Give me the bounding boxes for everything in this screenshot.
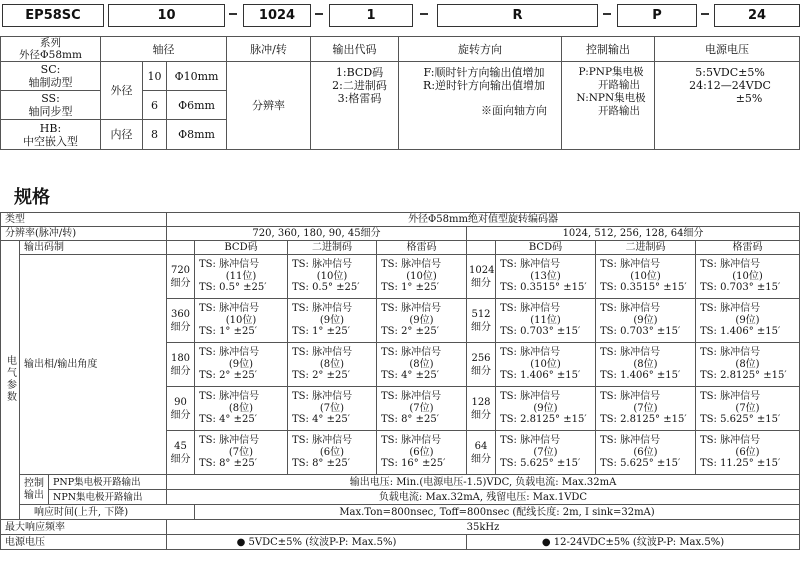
bit-count: (7位) <box>409 402 434 414</box>
model-code-supply: 24 <box>714 4 800 27</box>
angle-cell <box>696 255 800 299</box>
bit-count: (9位) <box>319 314 345 326</box>
series-ss: SS: 轴同步型 <box>1 91 101 120</box>
angle-cell <box>377 299 467 343</box>
code-dash <box>603 13 611 15</box>
series-hb: HB: 中空嵌入型 <box>1 120 101 150</box>
angle-cell <box>195 255 288 299</box>
pulse-signal-text: TS: 脉冲信号 <box>199 391 260 403</box>
type-value: 外径Φ58mm绝对值型旋转编码器 <box>167 213 800 227</box>
angle-value: TS: 1.406° ±15′ <box>600 370 681 382</box>
rotation-list <box>399 62 562 150</box>
pulse-signal-text: TS: 脉冲信号 <box>292 347 353 359</box>
resolution-label: 分辨率(脉冲/转) <box>1 227 167 241</box>
rotation-header: 旋转方向 <box>399 37 562 62</box>
left-binary-header: 二进制码 <box>288 241 377 255</box>
angle-value: TS: 0.703° ±15′ <box>500 326 581 338</box>
angle-value: TS: 0.5° ±25′ <box>199 282 267 294</box>
control-pnp: P:PNP集电极 <box>578 66 644 78</box>
pulse-signal-text: TS: 脉冲信号 <box>292 303 353 315</box>
right-division-label: 512 细分 <box>467 299 496 343</box>
angle-value: TS: 2° ±25′ <box>292 370 350 382</box>
pulse-signal-text: TS: 脉冲信号 <box>381 259 442 271</box>
pulse-signal-text: TS: 脉冲信号 <box>700 391 761 403</box>
control-output-header: 控制输出 <box>562 37 655 62</box>
angle-value: TS: 1.406° ±15′ <box>700 326 781 338</box>
angle-cell <box>377 431 467 475</box>
angle-cell <box>496 431 596 475</box>
angle-value: TS: 2.8125° ±15′ <box>700 370 787 382</box>
electrical-label <box>1 241 20 520</box>
control-output-label: 控制输出 <box>20 475 49 505</box>
left-division-label: 45 细分 <box>167 431 195 475</box>
bit-count: (6位) <box>735 446 760 458</box>
bit-count: (8位) <box>735 358 760 370</box>
angle-cell <box>377 255 467 299</box>
type-label: 类型 <box>1 213 167 227</box>
angle-value: TS: 2° ±25′ <box>381 326 439 338</box>
pulse-signal-text: TS: 脉冲信号 <box>292 391 353 403</box>
angle-value: TS: 1.406° ±15′ <box>500 370 581 382</box>
pulse-signal-text: TS: 脉冲信号 <box>500 259 561 271</box>
pulse-signal-text: TS: 脉冲信号 <box>500 435 561 447</box>
right-div-header <box>467 241 496 255</box>
rotation-note: ※面向轴方向 <box>481 104 548 117</box>
bit-count: (10位) <box>732 270 763 282</box>
angle-value: TS: 1° ±25′ <box>381 282 439 294</box>
angle-cell <box>195 387 288 431</box>
angle-value: TS: 8° ±25′ <box>292 458 350 470</box>
npn-label: NPN集电极开路输出 <box>49 490 167 505</box>
bit-count: (6位) <box>319 446 345 458</box>
shaft-code-8: 8 <box>143 120 167 150</box>
right-gray-header: 格雷码 <box>696 241 800 255</box>
angle-cell <box>496 299 596 343</box>
angle-cell <box>288 299 377 343</box>
model-code-output: 1 <box>329 4 413 27</box>
model-code-series: EP58SC <box>2 4 104 27</box>
bit-count: (8位) <box>409 358 434 370</box>
angle-cell <box>596 387 696 431</box>
response-value: Max.Ton=800nsec, Toff=800nsec (配线长度: 2m, I sink=32mA) <box>195 505 800 520</box>
output-code-header: 输出代码 <box>311 37 399 62</box>
angle-value: TS: 4° ±25′ <box>292 414 350 426</box>
shaft-outer-label: 外径 <box>101 62 143 120</box>
angle-value: TS: 5.625° ±15′ <box>500 458 581 470</box>
pulse-signal-text: TS: 脉冲信号 <box>199 303 260 315</box>
angle-cell <box>288 431 377 475</box>
shaft-size-10: Φ10mm <box>167 62 227 91</box>
angle-value: TS: 5.625° ±15′ <box>700 414 781 426</box>
bit-count: (10位) <box>406 270 437 282</box>
series-header: 系列 外径Φ58mm <box>1 37 101 62</box>
pulse-signal-text: TS: 脉冲信号 <box>199 259 260 271</box>
bit-count: (9位) <box>633 314 658 326</box>
pulse-signal-text: TS: 脉冲信号 <box>700 259 761 271</box>
code-dash <box>701 13 709 15</box>
angle-cell <box>596 431 696 475</box>
control-npn: N:NPN集电极 <box>576 92 646 104</box>
supply-label: 电源电压 <box>1 535 167 550</box>
output-code-label: 输出码制 <box>20 241 167 255</box>
pulse-signal-text: TS: 脉冲信号 <box>600 259 661 271</box>
shaft-inner-label: 内径 <box>101 120 143 150</box>
npn-value: 负载电流: Max.32mA, 残留电压: Max.1VDC <box>167 490 800 505</box>
bit-count: (8位) <box>633 358 658 370</box>
code-dash <box>315 13 323 15</box>
angle-value: TS: 0.5° ±25′ <box>292 282 360 294</box>
bit-count: (11位) <box>225 270 257 282</box>
model-code-shaft: 10 <box>108 4 225 27</box>
spec-table <box>0 212 800 550</box>
pulse-signal-text: TS: 脉冲信号 <box>600 347 661 359</box>
output-code-binary: 2:二进制码 <box>332 79 387 92</box>
output-code-list <box>311 62 399 150</box>
angle-value: TS: 0.703° ±15′ <box>700 282 781 294</box>
left-division-label: 720 细分 <box>167 255 195 299</box>
bit-count: (9位) <box>735 314 760 326</box>
pulse-signal-text: TS: 脉冲信号 <box>381 303 442 315</box>
pulse-signal-text: TS: 脉冲信号 <box>292 435 353 447</box>
right-division-label: 64 细分 <box>467 431 496 475</box>
ppr-value: 分辨率 <box>227 62 311 150</box>
right-division-label: 256 细分 <box>467 343 496 387</box>
angle-value: TS: 2.8125° ±15′ <box>600 414 687 426</box>
pulse-signal-text: TS: 脉冲信号 <box>500 347 561 359</box>
bit-count: (8位) <box>228 402 254 414</box>
angle-value: TS: 0.3515° ±15′ <box>600 282 687 294</box>
angle-cell <box>696 431 800 475</box>
left-bcd-header: BCD码 <box>195 241 288 255</box>
bit-count: (13位) <box>530 270 561 282</box>
response-label: 响应时间(上升, 下降) <box>20 505 195 520</box>
shaft-size-8: Φ8mm <box>167 120 227 150</box>
angle-value: TS: 1° ±25′ <box>199 326 257 338</box>
bit-count: (8位) <box>319 358 345 370</box>
pulse-signal-text: TS: 脉冲信号 <box>500 303 561 315</box>
electrical-label-text: 电气参数 <box>4 354 16 403</box>
resolution-right: 1024, 512, 256, 128, 64细分 <box>467 227 800 241</box>
angle-value: TS: 4° ±25′ <box>381 370 439 382</box>
angle-value: TS: 2° ±25′ <box>199 370 257 382</box>
angle-cell <box>696 343 800 387</box>
pulse-signal-text: TS: 脉冲信号 <box>700 303 761 315</box>
supply-5v: 5:5VDC±5% <box>695 66 765 79</box>
pulse-signal-text: TS: 脉冲信号 <box>700 435 761 447</box>
max-freq-label: 最大响应频率 <box>1 520 167 535</box>
angle-value: TS: 2.8125° ±15′ <box>500 414 587 426</box>
bit-count: (7位) <box>319 402 345 414</box>
code-dash <box>420 13 428 15</box>
ordering-table <box>0 36 800 150</box>
supply-list <box>655 62 800 150</box>
angle-cell <box>696 299 800 343</box>
pulse-signal-text: TS: 脉冲信号 <box>381 347 442 359</box>
angle-cell <box>496 343 596 387</box>
angle-value: TS: 0.703° ±15′ <box>600 326 681 338</box>
code-dash <box>229 13 237 15</box>
bit-count: (7位) <box>533 446 558 458</box>
right-division-label: 128 细分 <box>467 387 496 431</box>
angle-row <box>1 255 800 299</box>
supply-left: ● 5VDC±5% (纹波P-P: Max.5%) <box>167 535 467 550</box>
series-sc: SC: 轴制动型 <box>1 62 101 91</box>
resolution-left: 720, 360, 180, 90, 45细分 <box>167 227 467 241</box>
bit-count: (9位) <box>228 358 254 370</box>
bit-count: (11位) <box>530 314 561 326</box>
bit-count: (7位) <box>228 446 254 458</box>
rotation-r: R:逆时针方向输出值增加 <box>423 79 546 92</box>
angle-cell <box>195 343 288 387</box>
output-code-bcd: 1:BCD码 <box>335 66 384 79</box>
pulse-signal-text: TS: 脉冲信号 <box>381 391 442 403</box>
control-npn-desc: 开路输出 <box>598 105 641 117</box>
angle-value: TS: 5.625° ±15′ <box>600 458 681 470</box>
bit-count: (6位) <box>633 446 658 458</box>
output-phase-label: 输出相/输出角度 <box>20 255 167 475</box>
angle-cell <box>195 299 288 343</box>
right-binary-header: 二进制码 <box>596 241 696 255</box>
angle-value: TS: 11.25° ±15′ <box>700 458 781 470</box>
pulse-signal-text: TS: 脉冲信号 <box>199 435 260 447</box>
shaft-code-6: 6 <box>143 91 167 120</box>
pulse-signal-text: TS: 脉冲信号 <box>292 259 353 271</box>
angle-value: TS: 1° ±25′ <box>292 326 350 338</box>
supply-tolerance: ±5% <box>735 92 763 105</box>
spec-section-title: 规格 <box>14 187 50 208</box>
model-code-rotation: R <box>437 4 598 27</box>
pulse-signal-text: TS: 脉冲信号 <box>700 347 761 359</box>
pulse-signal-text: TS: 脉冲信号 <box>199 347 260 359</box>
pulse-signal-text: TS: 脉冲信号 <box>600 435 661 447</box>
pnp-value: 输出电压: Min.(电源电压-1.5)VDC, 负载电流: Max.32mA <box>167 475 800 490</box>
angle-value: TS: 8° ±25′ <box>199 458 257 470</box>
bit-count: (10位) <box>530 358 561 370</box>
angle-cell <box>696 387 800 431</box>
left-div-header <box>167 241 195 255</box>
left-division-label: 90 细分 <box>167 387 195 431</box>
angle-cell <box>377 343 467 387</box>
rotation-f: F:顺时针方向输出值增加 <box>423 66 545 79</box>
angle-value: TS: 0.3515° ±15′ <box>500 282 587 294</box>
angle-cell <box>596 255 696 299</box>
control-pnp-desc: 开路输出 <box>598 79 641 91</box>
shaft-size-6: Φ6mm <box>167 91 227 120</box>
angle-cell <box>496 387 596 431</box>
bit-count: (10位) <box>225 314 257 326</box>
right-bcd-header: BCD码 <box>496 241 596 255</box>
ppr-header: 脉冲/转 <box>227 37 311 62</box>
pulse-signal-text: TS: 脉冲信号 <box>500 391 561 403</box>
shaft-code-10: 10 <box>143 62 167 91</box>
bit-count: (9位) <box>409 314 434 326</box>
left-division-label: 180 细分 <box>167 343 195 387</box>
left-division-label: 360 细分 <box>167 299 195 343</box>
angle-cell <box>377 387 467 431</box>
angle-cell <box>496 255 596 299</box>
angle-value: TS: 4° ±25′ <box>199 414 257 426</box>
angle-cell <box>288 343 377 387</box>
bit-count: (9位) <box>533 402 558 414</box>
angle-cell <box>596 343 696 387</box>
bit-count: (10位) <box>316 270 348 282</box>
angle-cell <box>195 431 288 475</box>
angle-cell <box>288 255 377 299</box>
pulse-signal-text: TS: 脉冲信号 <box>381 435 442 447</box>
bit-count: (7位) <box>735 402 760 414</box>
bit-count: (7位) <box>633 402 658 414</box>
left-gray-header: 格雷码 <box>377 241 467 255</box>
supply-24v: 24:12—24VDC <box>689 79 771 92</box>
angle-value: TS: 8° ±25′ <box>381 414 439 426</box>
output-code-gray: 3:格雷码 <box>337 92 382 105</box>
right-division-label: 1024 细分 <box>467 255 496 299</box>
shaft-header: 轴径 <box>101 37 227 62</box>
pnp-label: PNP集电极开路输出 <box>49 475 167 490</box>
pulse-signal-text: TS: 脉冲信号 <box>600 391 661 403</box>
angle-cell <box>288 387 377 431</box>
control-output-list <box>562 62 655 150</box>
angle-value: TS: 16° ±25′ <box>381 458 446 470</box>
model-code-control: P <box>617 4 697 27</box>
pulse-signal-text: TS: 脉冲信号 <box>600 303 661 315</box>
angle-cell <box>596 299 696 343</box>
bit-count: (10位) <box>630 270 661 282</box>
max-freq-value: 35kHz <box>167 520 800 535</box>
supply-right: ● 12-24VDC±5% (纹波P-P: Max.5%) <box>467 535 800 550</box>
supply-header: 电源电压 <box>655 37 800 62</box>
model-code-ppr: 1024 <box>243 4 311 27</box>
bit-count: (6位) <box>409 446 434 458</box>
